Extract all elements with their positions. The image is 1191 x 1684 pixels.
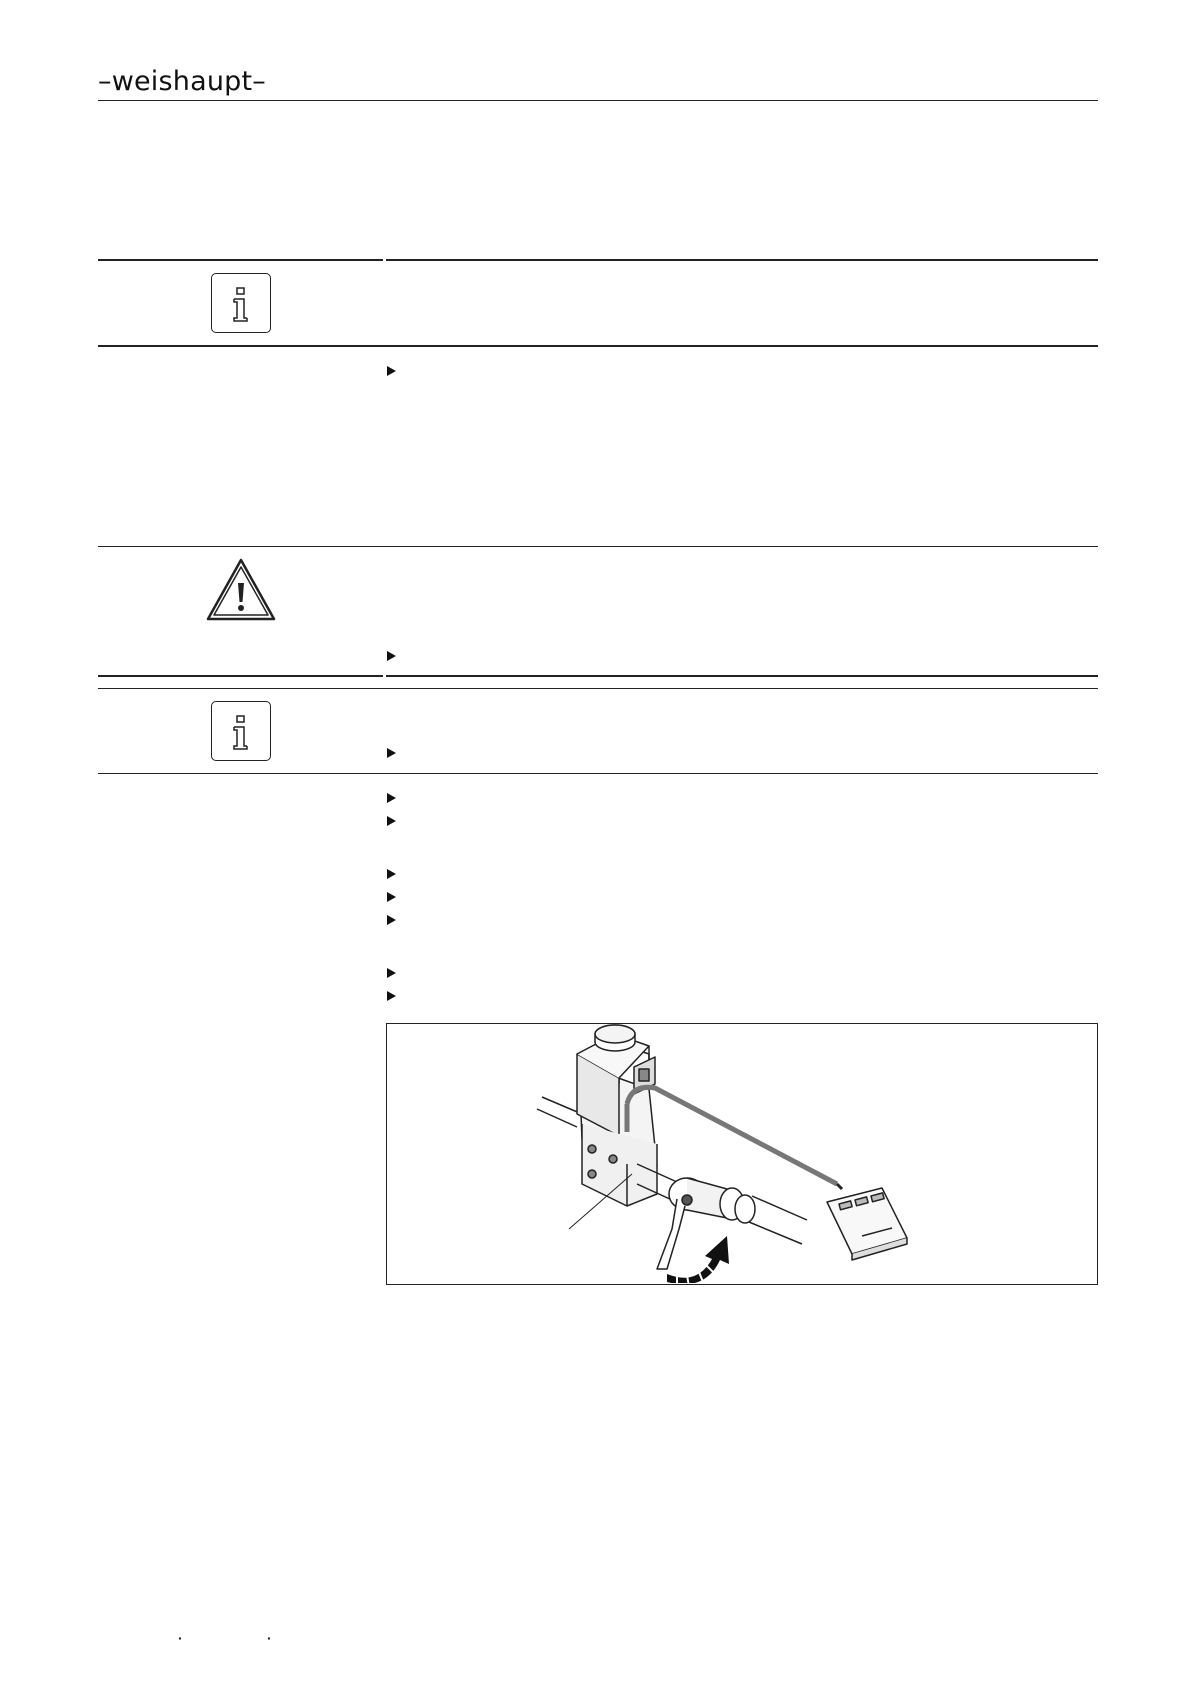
header-rule xyxy=(98,100,1098,101)
bullet-arrow xyxy=(387,991,396,1001)
section-rule-3 xyxy=(98,546,1098,547)
bullet-arrow xyxy=(387,915,396,925)
section-rule-5 xyxy=(98,688,1098,689)
bullet-arrow xyxy=(387,366,396,376)
bullet-arrow xyxy=(387,892,396,902)
bullet-arrow xyxy=(387,793,396,803)
footer-mark-right: · xyxy=(267,1630,272,1646)
info-icon xyxy=(211,273,271,333)
bullet-arrow xyxy=(387,968,396,978)
bullet-arrow xyxy=(387,651,396,661)
figure-frame xyxy=(386,1023,1098,1285)
section-rule-4-left xyxy=(98,675,383,677)
warning-triangle-icon xyxy=(205,557,277,628)
bullet-arrow xyxy=(387,748,396,758)
section-rule-1-right xyxy=(386,259,1098,261)
bullet-arrow xyxy=(387,816,396,826)
info-icon xyxy=(211,701,271,761)
bullet-arrow xyxy=(387,869,396,879)
section-rule-1-left xyxy=(98,259,383,261)
section-rule-2 xyxy=(98,345,1098,347)
gas-valve-pressure-gauge-illustration xyxy=(387,1024,1096,1283)
footer-mark-left: · xyxy=(178,1630,183,1646)
brand-logo: –weishaupt– xyxy=(98,66,266,97)
section-rule-6 xyxy=(98,773,1098,774)
section-rule-4-right xyxy=(386,675,1098,677)
